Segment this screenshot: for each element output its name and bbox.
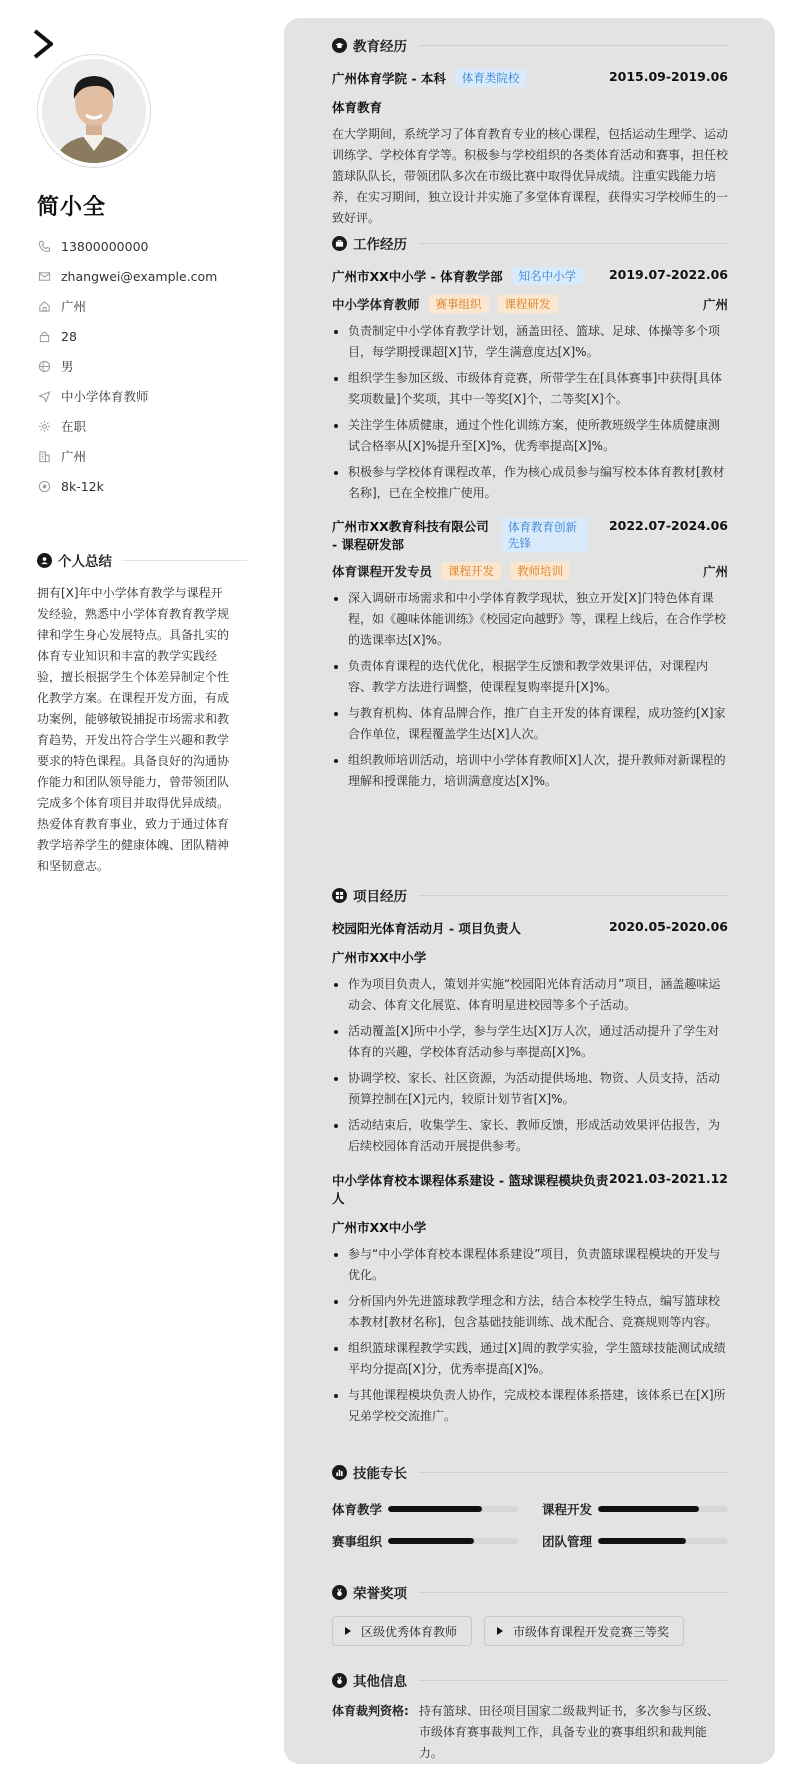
job-head	[332, 518, 728, 554]
info-email	[37, 261, 247, 291]
skill-name: 赛事组织	[332, 1534, 383, 1549]
lock-icon	[37, 329, 51, 343]
award-text: 市级体育课程开发竞赛三等奖	[513, 1624, 670, 1639]
project-entry	[332, 1171, 728, 1427]
project-date: 2021.03-2021.12	[608, 1171, 728, 1186]
divider	[419, 243, 728, 244]
company-tag: 知名中小学	[512, 267, 584, 285]
job-city: 广州	[702, 297, 728, 312]
work-header	[332, 232, 728, 254]
job-bullets	[332, 321, 728, 504]
divider	[122, 560, 247, 561]
divider	[419, 895, 728, 896]
send-icon	[37, 389, 51, 403]
medal-icon	[332, 1673, 347, 1688]
skill-bar-fill	[388, 1506, 482, 1512]
school-name: 广州体育学院 - 本科	[332, 71, 446, 86]
grid-icon	[332, 888, 347, 903]
list-item: 深入调研市场需求和中小学体育教学现状，独立开发[X]门特色体育课程，如《趣味体能训练》《校园定向越野》等，课程上线后，在合作学校的选课率达[X]%。	[332, 588, 728, 651]
role-tag: 课程研发	[498, 295, 558, 313]
bar-chart-icon	[332, 1465, 347, 1480]
play-icon	[345, 1627, 351, 1635]
job-role-row	[332, 295, 728, 313]
skill-name: 团队管理	[542, 1534, 593, 1549]
mail-icon	[37, 269, 51, 283]
project-date: 2020.05-2020.06	[608, 919, 728, 934]
education-section	[332, 34, 728, 229]
list-item: 组织篮球课程教学实践，通过[X]周的教学实验，学生篮球技能测试成绩平均分提高[X]分，优秀率提高[X]%。	[332, 1338, 728, 1380]
info-text: 在职	[61, 419, 87, 434]
education-major: 体育教育	[332, 100, 383, 115]
other-section	[332, 1669, 728, 1764]
info-text: 28	[61, 328, 77, 344]
info-position	[37, 381, 247, 411]
list-item: 协调学校、家长、社区资源，为活动提供场地、物资、人员支持，活动预算控制在[X]元内，较原计划节省[X]%。	[332, 1068, 728, 1110]
info-salary	[37, 471, 247, 501]
project-name: 中小学体育校本课程体系建设 - 篮球课程模块负责人	[332, 1173, 609, 1206]
job-date: 2019.07-2022.06	[608, 267, 728, 282]
phone-icon	[37, 239, 51, 253]
job-role: 体育课程开发专员	[332, 564, 433, 579]
project-org: 广州市XX中小学	[332, 950, 427, 965]
projects-title: 项目经历	[353, 889, 407, 905]
skill-bar-fill	[598, 1506, 699, 1512]
info-age	[37, 321, 247, 351]
briefcase-icon	[332, 236, 347, 251]
education-header	[332, 34, 728, 56]
list-item: 活动结束后，收集学生、家长、教师反馈，形成活动效果评估报告，为后续校园体育活动开展提供参考。	[332, 1115, 728, 1157]
project-name: 校园阳光体育活动月 - 项目负责人	[332, 921, 521, 936]
info-text: 广州	[61, 449, 87, 464]
skill-bar-fill	[388, 1538, 474, 1544]
info-text: zhangwei@example.com	[61, 268, 218, 284]
skill-bar	[388, 1506, 518, 1512]
job-company: 广州市XX教育科技有限公司 - 课程研发部	[332, 519, 489, 552]
job-date: 2022.07-2024.06	[608, 518, 728, 533]
list-item: 分析国内外先进篮球教学理念和方法，结合本校学生特点，编写篮球校本教材[教材名称]，包含基础技能训练、战术配合、竞赛规则等内容。	[332, 1291, 728, 1333]
job-role: 中小学体育教师	[332, 297, 420, 312]
skill-item	[332, 1500, 518, 1518]
project-org: 广州市XX中小学	[332, 1220, 427, 1235]
money-icon	[37, 479, 51, 493]
work-title: 工作经历	[353, 237, 407, 253]
company-tag: 体育教育创新先锋	[501, 518, 587, 552]
list-item: 负责体育课程的迭代优化，根据学生反馈和教学效果评估，对课程内容、教学方法进行调整，使课程复购率提升[X]%。	[332, 656, 728, 698]
list-item: 与教育机构、体育品牌合作，推广自主开发的体育课程，成功签约[X]家合作单位，课程覆盖学生达[X]人次。	[332, 703, 728, 745]
education-date: 2015.09-2019.06	[608, 69, 728, 84]
job-head	[332, 267, 728, 285]
skills-header	[332, 1461, 728, 1483]
awards-section	[332, 1581, 728, 1646]
list-item: 组织学生参加区级、市级体育竞赛，所带学生在[具体赛事]中获得[具体奖项数量]个奖项，其中一等奖[X]个，二等奖[X]个。	[332, 368, 728, 410]
project-entry	[332, 919, 728, 1157]
project-head	[332, 1171, 728, 1207]
other-key: 体育裁判资格:	[332, 1704, 409, 1718]
info-gender	[37, 351, 247, 381]
education-desc: 在大学期间，系统学习了体育教育专业的核心课程，包括运动生理学、运动训练学、学校体育学等。积极参与学校组织的各类体育活动和赛事，担任校篮球队队长，带领团队多次在市级比赛中取得优异成绩。注重实践能力培养，在实习期间，独立设计并实施了多堂体育课程，获得实习学校师生的一致好评。	[332, 127, 729, 225]
job-entry	[332, 518, 728, 792]
skill-item	[542, 1500, 728, 1518]
info-text: 广州	[61, 299, 87, 314]
home-icon	[37, 299, 51, 313]
work-section	[332, 232, 728, 797]
skill-bar	[388, 1538, 518, 1544]
project-bullets	[332, 1244, 728, 1427]
contact-info-list	[37, 231, 247, 501]
summary-text: 拥有[X]年中小学体育教学与课程开发经验，熟悉中小学体育教育教学规律和学生身心发展特点。具备扎实的体育专业知识和丰富的教学实践经验，擅长根据学生个体差异制定个性化教学方案。在课程开发方面，有成功案例，能够敏锐捕捉市场需求和教育趋势，开发出符合学生兴趣和教学要求的特色课程。具备良好的沟通协作能力和团队领导能力，曾带领团队完成多个体育项目并取得优异成绩。热爱体育教育事业，致力于通过体育教学培养学生的健康体魄、团队精神和坚韧意志。	[37, 586, 230, 873]
awards-title: 荣誉奖项	[353, 1586, 407, 1602]
divider	[419, 45, 728, 46]
sidebar	[0, 0, 284, 1783]
graduation-cap-icon	[332, 38, 347, 53]
resume-card	[284, 18, 775, 1764]
list-item: 关注学生体质健康，通过个性化训练方案，使所教班级学生体质健康测试合格率从[X]%提升至[X]%，优秀率提高[X]%。	[332, 415, 728, 457]
projects-header	[332, 884, 728, 906]
other-row	[332, 1701, 728, 1764]
skill-bar	[598, 1506, 728, 1512]
profile-name: 简小全	[37, 195, 107, 220]
divider	[419, 1680, 728, 1681]
info-location	[37, 291, 247, 321]
chevron-logo-icon	[33, 29, 53, 59]
skill-bar-fill	[598, 1538, 686, 1544]
award-text: 区级优秀体育教师	[361, 1624, 458, 1639]
medal-icon	[332, 1585, 347, 1600]
other-title: 其他信息	[353, 1674, 407, 1690]
list-item: 活动覆盖[X]所中小学，参与学生达[X]万人次，通过活动提升了学生对体育的兴趣，学校体育活动参与率提高[X]%。	[332, 1021, 728, 1063]
list-item: 作为项目负责人，策划并实施“校园阳光体育活动月”项目，涵盖趣味运动会、体育文化展览、体育明星进校园等多个子活动。	[332, 974, 728, 1016]
skill-name: 体育教学	[332, 1502, 383, 1517]
play-icon	[497, 1627, 503, 1635]
summary-title: 个人总结	[58, 554, 112, 570]
award-item	[332, 1616, 472, 1646]
role-tag: 课程开发	[441, 562, 501, 580]
skill-bar	[598, 1538, 728, 1544]
building-icon	[37, 449, 51, 463]
project-bullets	[332, 974, 728, 1157]
project-head	[332, 919, 728, 937]
settings-icon	[37, 419, 51, 433]
info-phone	[37, 231, 247, 261]
skills-section	[332, 1461, 728, 1550]
skills-title: 技能专长	[353, 1466, 407, 1482]
education-title: 教育经历	[353, 39, 407, 55]
user-circle-icon	[37, 553, 52, 568]
divider	[419, 1472, 728, 1473]
info-text: 男	[61, 359, 74, 374]
info-status	[37, 411, 247, 441]
job-city: 广州	[702, 564, 728, 579]
list-item: 组织教师培训活动，培训中小学体育教师[X]人次，提升教师对新课程的理解和授课能力，培训满意度达[X]%。	[332, 750, 728, 792]
job-bullets	[332, 588, 728, 792]
skills-grid	[332, 1500, 728, 1550]
divider	[419, 1592, 728, 1593]
awards-list	[332, 1616, 728, 1646]
list-item: 积极参与学校体育课程改革，作为核心成员参与编写校本体育教材[教材名称]，已在全校推广使用。	[332, 462, 728, 504]
info-text: 13800000000	[61, 238, 149, 254]
skill-item	[542, 1532, 728, 1550]
gender-icon	[37, 359, 51, 373]
projects-section	[332, 884, 728, 1432]
list-item: 与其他课程模块负责人协作，完成校本课程体系搭建，该体系已在[X]所兄弟学校交流推广。	[332, 1385, 728, 1427]
other-value: 持有篮球、田径项目国家二级裁判证书，多次参与区级、市级体育赛事裁判工作，具备专业的赛事组织和裁判能力。	[418, 1704, 719, 1760]
education-entry-head	[332, 69, 728, 87]
skill-item	[332, 1532, 518, 1550]
info-city	[37, 441, 247, 471]
other-header	[332, 1669, 728, 1691]
list-item: 参与“中小学体育校本课程体系建设”项目，负责篮球课程模块的开发与优化。	[332, 1244, 728, 1286]
info-text: 中小学体育教师	[61, 389, 149, 404]
job-entry	[332, 267, 728, 504]
summary-header	[37, 550, 247, 570]
role-tag: 教师培训	[510, 562, 570, 580]
avatar	[38, 55, 150, 167]
list-item: 负责制定中小学体育教学计划，涵盖田径、篮球、足球、体操等多个项目，每学期授课超[X]节，学生满意度达[X]%。	[332, 321, 728, 363]
skill-name: 课程开发	[542, 1502, 593, 1517]
school-tag: 体育类院校	[455, 69, 527, 87]
job-role-row	[332, 562, 728, 580]
info-text: 8k-12k	[61, 478, 104, 494]
role-tag: 赛事组织	[429, 295, 489, 313]
job-company: 广州市XX中小学 - 体育教学部	[332, 269, 503, 284]
award-item	[484, 1616, 684, 1646]
awards-header	[332, 1581, 728, 1603]
